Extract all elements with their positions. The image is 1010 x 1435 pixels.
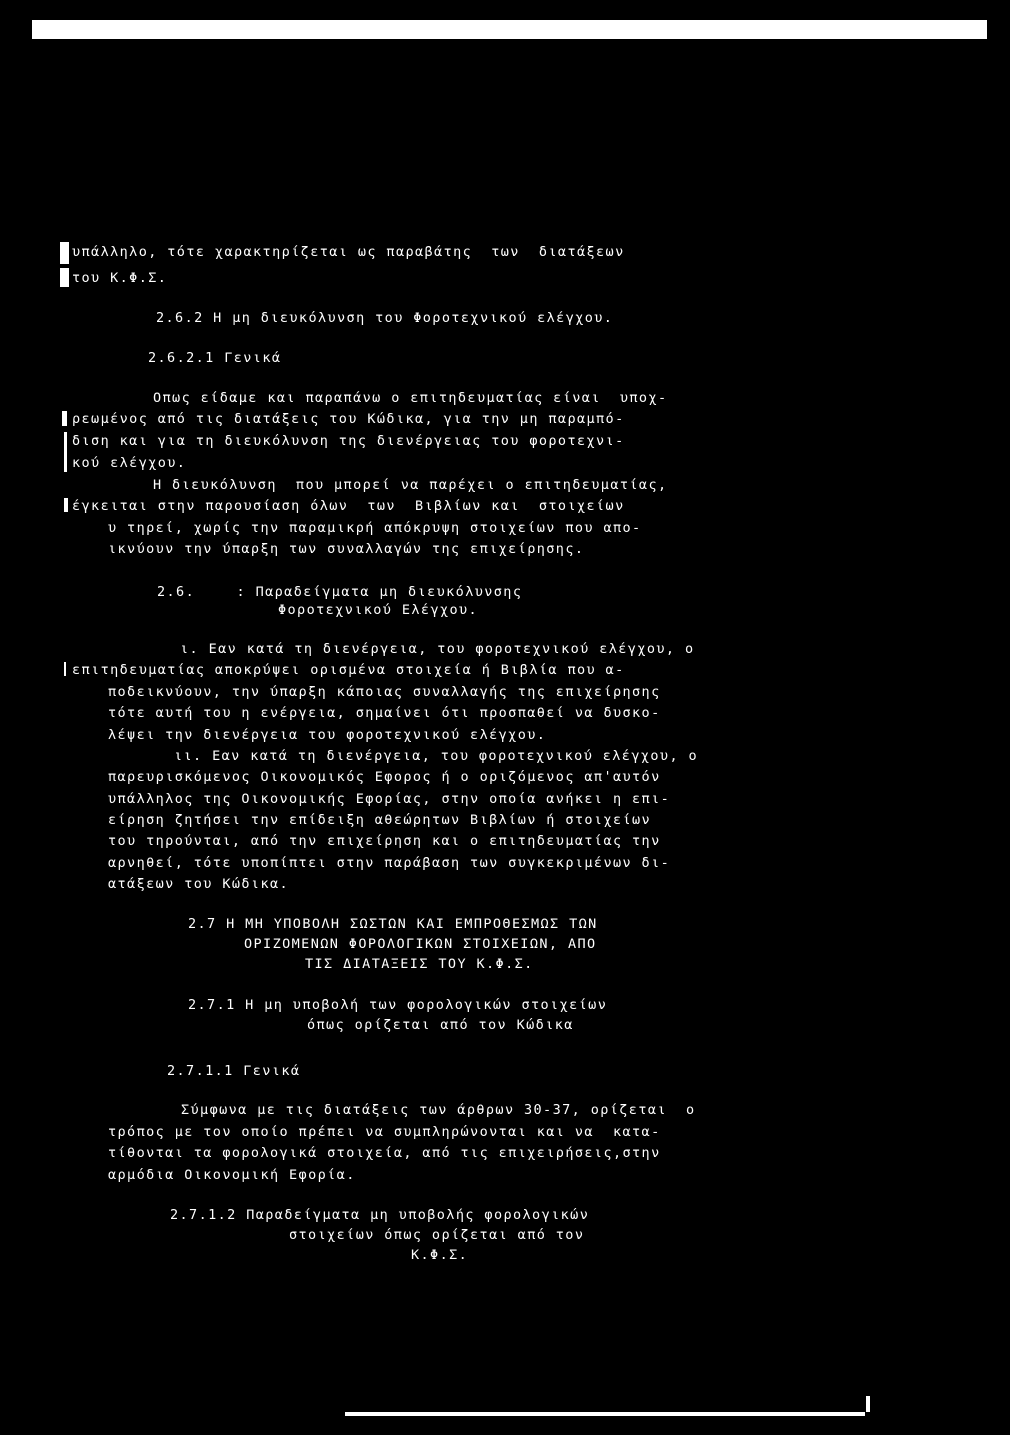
text-line: υπάλληλο, τότε χαρακτηρίζεται ως παραβάτης των διατάξεων <box>72 244 625 260</box>
section-heading: Φοροτεχνικού Ελέγχου. <box>278 602 479 618</box>
text-line: επιτηδευματίας αποκρύψει ορισμένα στοιχεία ή Βιβλία που α- <box>72 662 625 678</box>
text-line: ι. Εαν κατά τη διενέργεια, του φοροτεχνικού ελέγχου, ο <box>180 641 695 657</box>
section-heading: στοιχείων όπως ορίζεται από τον <box>289 1227 585 1243</box>
text-line: ατάξεων του Κώδικα. <box>108 876 290 892</box>
text-line: αρνηθεί, τότε υποπίπτει στην παράβαση των συγκεκριμένων δι- <box>108 855 671 871</box>
text-line: κού ελέγχου. <box>72 455 187 471</box>
text-line: είρηση ζητήσει την επίδειξη αθεώρητων Βιβλίων ή στοιχείων <box>108 812 652 828</box>
text-line: λέψει την διενέργεια του φοροτεχνικού ελέγχου. <box>108 727 547 743</box>
text-line: έγκειται στην παρουσίαση όλων των Βιβλίων και στοιχείων <box>72 498 625 514</box>
section-heading: : Παραδείγματα μη διευκόλυνσης <box>227 584 523 600</box>
text-line: ιι. Εαν κατά τη διενέργεια, του φοροτεχνικού ελέγχου, ο <box>174 748 699 764</box>
section-heading: ΟΡΙΖΟΜΕΝΩΝ ΦΟΡΟΛΟΓΙΚΩΝ ΣΤΟΙΧΕΙΩΝ, ΑΠΟ <box>244 936 597 952</box>
text-line: τίθονται τα φορολογικά στοιχεία, από τις επιχειρήσεις,στην <box>108 1145 661 1161</box>
text-line: του Κ.Φ.Σ. <box>72 270 168 286</box>
text-line: ποδεικνύουν, την ύπαρξη κάποιας συναλλαγής της επιχείρησης <box>108 684 661 700</box>
section-heading: όπως ορίζεται από τον Κώδικα <box>307 1017 574 1033</box>
text-line: Η διευκόλυνση που μπορεί να παρέχει ο επιτηδευματίας, <box>153 477 668 493</box>
section-heading: 2.7 Η ΜΗ ΥΠΟΒΟΛΗ ΣΩΣΤΩΝ ΚΑΙ ΕΜΠΡΟΘΕΣΜΩΣ ΤΩΝ <box>188 916 598 932</box>
text-line: ρεωμένος από τις διατάξεις του Κώδικα, για την μη παραμπό- <box>72 411 625 427</box>
section-heading: Κ.Φ.Σ. <box>411 1247 469 1263</box>
margin-mark <box>60 242 69 264</box>
text-line: του τηρούνται, από την επιχείρηση και ο επιτηδευματίας την <box>108 833 661 849</box>
text-line: ικνύουν την ύπαρξη των συναλλαγών της επιχείρησης. <box>108 541 585 557</box>
text-line: διση και για τη διευκόλυνση της διενέργειας του φοροτεχνι- <box>72 433 625 449</box>
section-heading: 2.7.1 Η μη υποβολή των φορολογικών στοιχείων <box>188 997 608 1013</box>
section-heading: 2.7.1.2 Παραδείγματα μη υποβολής φορολογικών <box>170 1207 590 1223</box>
section-heading: 2.7.1.1 Γενικά <box>167 1063 301 1079</box>
margin-mark <box>62 411 67 426</box>
scan-top-bar <box>32 20 987 39</box>
margin-mark <box>60 268 69 287</box>
text-line: αρμόδια Οικονομική Εφορία. <box>108 1167 356 1183</box>
section-heading: 2.6.2 Η μη διευκόλυνση του Φοροτεχνικού ελέγχου. <box>156 310 614 326</box>
section-heading: 2.6.2.1 Γενικά <box>148 350 282 366</box>
text-line: υπάλληλος της Οικονομικής Εφορίας, στην οποία ανήκει η επι- <box>108 791 671 807</box>
text-line: υ τηρεί, χωρίς την παραμικρή απόκρυψη στοιχείων που απο- <box>108 520 642 536</box>
text-line: τότε αυτή του η ενέργεια, σημαίνει ότι προσπαθεί να δυσκο- <box>108 705 661 721</box>
margin-mark <box>64 498 68 512</box>
margin-mark <box>64 662 66 676</box>
section-heading: 2.6. <box>157 584 196 600</box>
scan-artifact <box>866 1396 870 1412</box>
scan-artifact <box>345 1412 865 1416</box>
section-heading: ΤΙΣ ΔΙΑΤΑΞΕΙΣ ΤΟΥ Κ.Φ.Σ. <box>305 956 534 972</box>
text-line: παρευρισκόμενος Οικονομικός Εφορος ή ο οριζόμενος απ'αυτόν <box>108 769 661 785</box>
text-line: Σύμφωνα με τις διατάξεις των άρθρων 30-37, ορίζεται ο <box>181 1102 696 1118</box>
text-line: τρόπος με τον οποίο πρέπει να συμπληρώνονται και να κατα- <box>108 1124 661 1140</box>
text-line: Οπως είδαμε και παραπάνω ο επιτηδευματίας είναι υποχ- <box>153 390 668 406</box>
margin-mark <box>64 432 67 472</box>
